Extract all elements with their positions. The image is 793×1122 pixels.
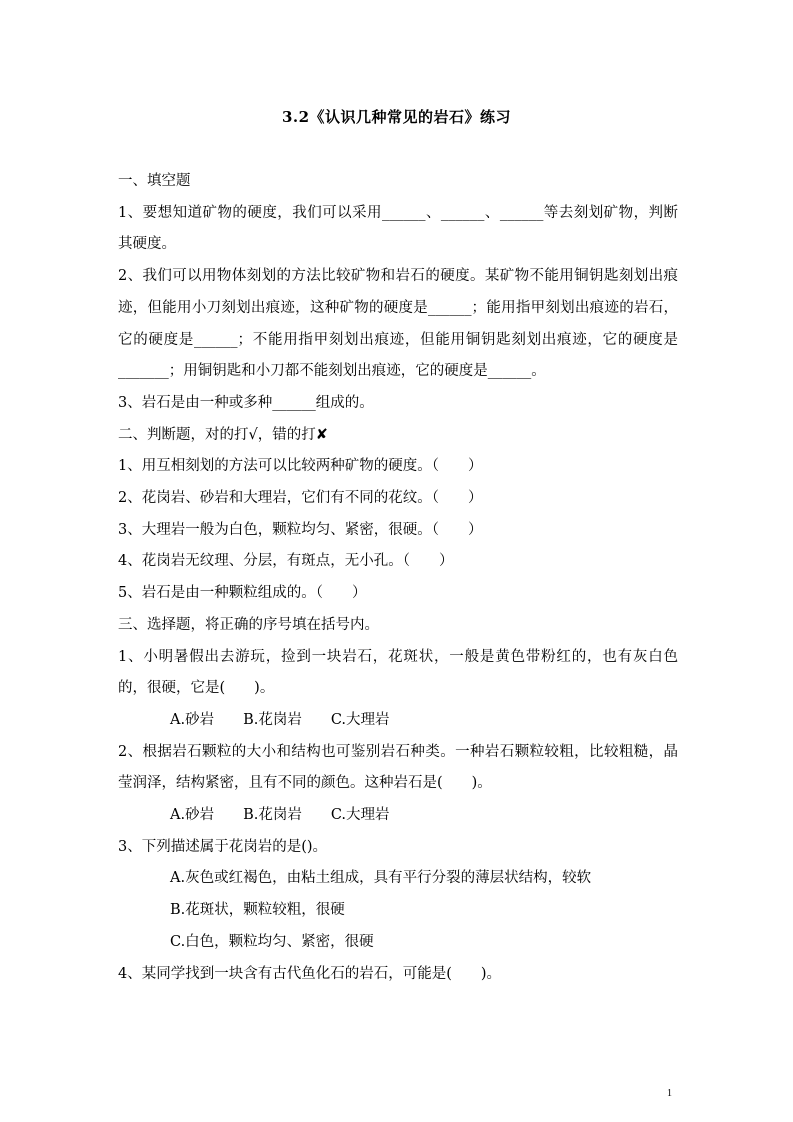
question-text: 5、岩石是由一种颗粒组成的。（ ）: [118, 585, 367, 602]
question-text: 1、要想知道矿物的硬度，我们可以采用______、______、______等去刻划矿物，判断其硬度。: [118, 204, 678, 253]
question-text: 4、某同学找到一块含有古代鱼化石的岩石，可能是( )。: [118, 965, 502, 982]
answer-option: A.灰色或红褐色，由粘土组成，具有平行分裂的薄层状结构，较软: [170, 870, 592, 887]
answer-option: B.花斑状，颗粒较粗，很硬: [170, 902, 345, 919]
question-text: 3、大理岩一般为白色，颗粒均匀、紧密，很硬。（ ）: [118, 521, 483, 538]
section-heading-multiple-choice: 三、选择题，将正确的序号填在括号内。: [118, 616, 379, 633]
question-text: 2、我们可以用物体刻划的方法比较矿物和岩石的硬度。某矿物不能用铜钥匙刻划出痕迹，但能用小刀刻划出痕迹，这种矿物的硬度是______；能用指甲刻划出痕迹的岩石，它的硬度是______；不能用指甲刻划出痕迹，但能用铜钥匙刻划出痕迹，它的硬度是_______；用铜钥匙和小刀都不能刻划出痕迹，它的硬度是______。: [118, 268, 678, 380]
question-text: 4、花岗岩无纹理、分层，有斑点，无小孔。（ ）: [118, 553, 454, 570]
section-heading-fill-blank: 一、填空题: [118, 173, 191, 189]
question-text: 3、岩石是由一种或多种______组成的。: [118, 394, 374, 411]
answer-options: A.砂岩 B.花岗岩 C.大理岩: [170, 807, 390, 824]
question-text: 2、根据岩石颗粒的大小和结构也可鉴别岩石种类。一种岩石颗粒较粗，比较粗糙，晶莹润泽，结构紧密，且有不同的颜色。这种岩石是( )。: [118, 743, 678, 792]
document-title: 3.2《认识几种常见的岩石》练习: [281, 108, 512, 126]
answer-options: A.砂岩 B.花岗岩 C.大理岩: [170, 711, 390, 728]
question-text: 3、下列描述属于花岗岩的是()。: [118, 838, 328, 855]
page-number: 1: [667, 1088, 672, 1099]
question-text: 1、用互相刻划的方法可以比较两种矿物的硬度。（ ）: [118, 458, 483, 475]
section-heading-true-false: 二、判断题，对的打√，错的打✘: [118, 426, 328, 443]
document-body: [118, 166, 678, 990]
question-text: 2、花岗岩、砂岩和大理岩，它们有不同的花纹。（ ）: [118, 490, 483, 507]
question-text: 1、小明暑假出去游玩，捡到一块岩石，花斑状，一般是黄色带粉红的，也有灰白色的，很硬，它是( )。: [118, 648, 678, 697]
answer-option: C.白色，颗粒均匀、紧密，很硬: [170, 933, 374, 950]
